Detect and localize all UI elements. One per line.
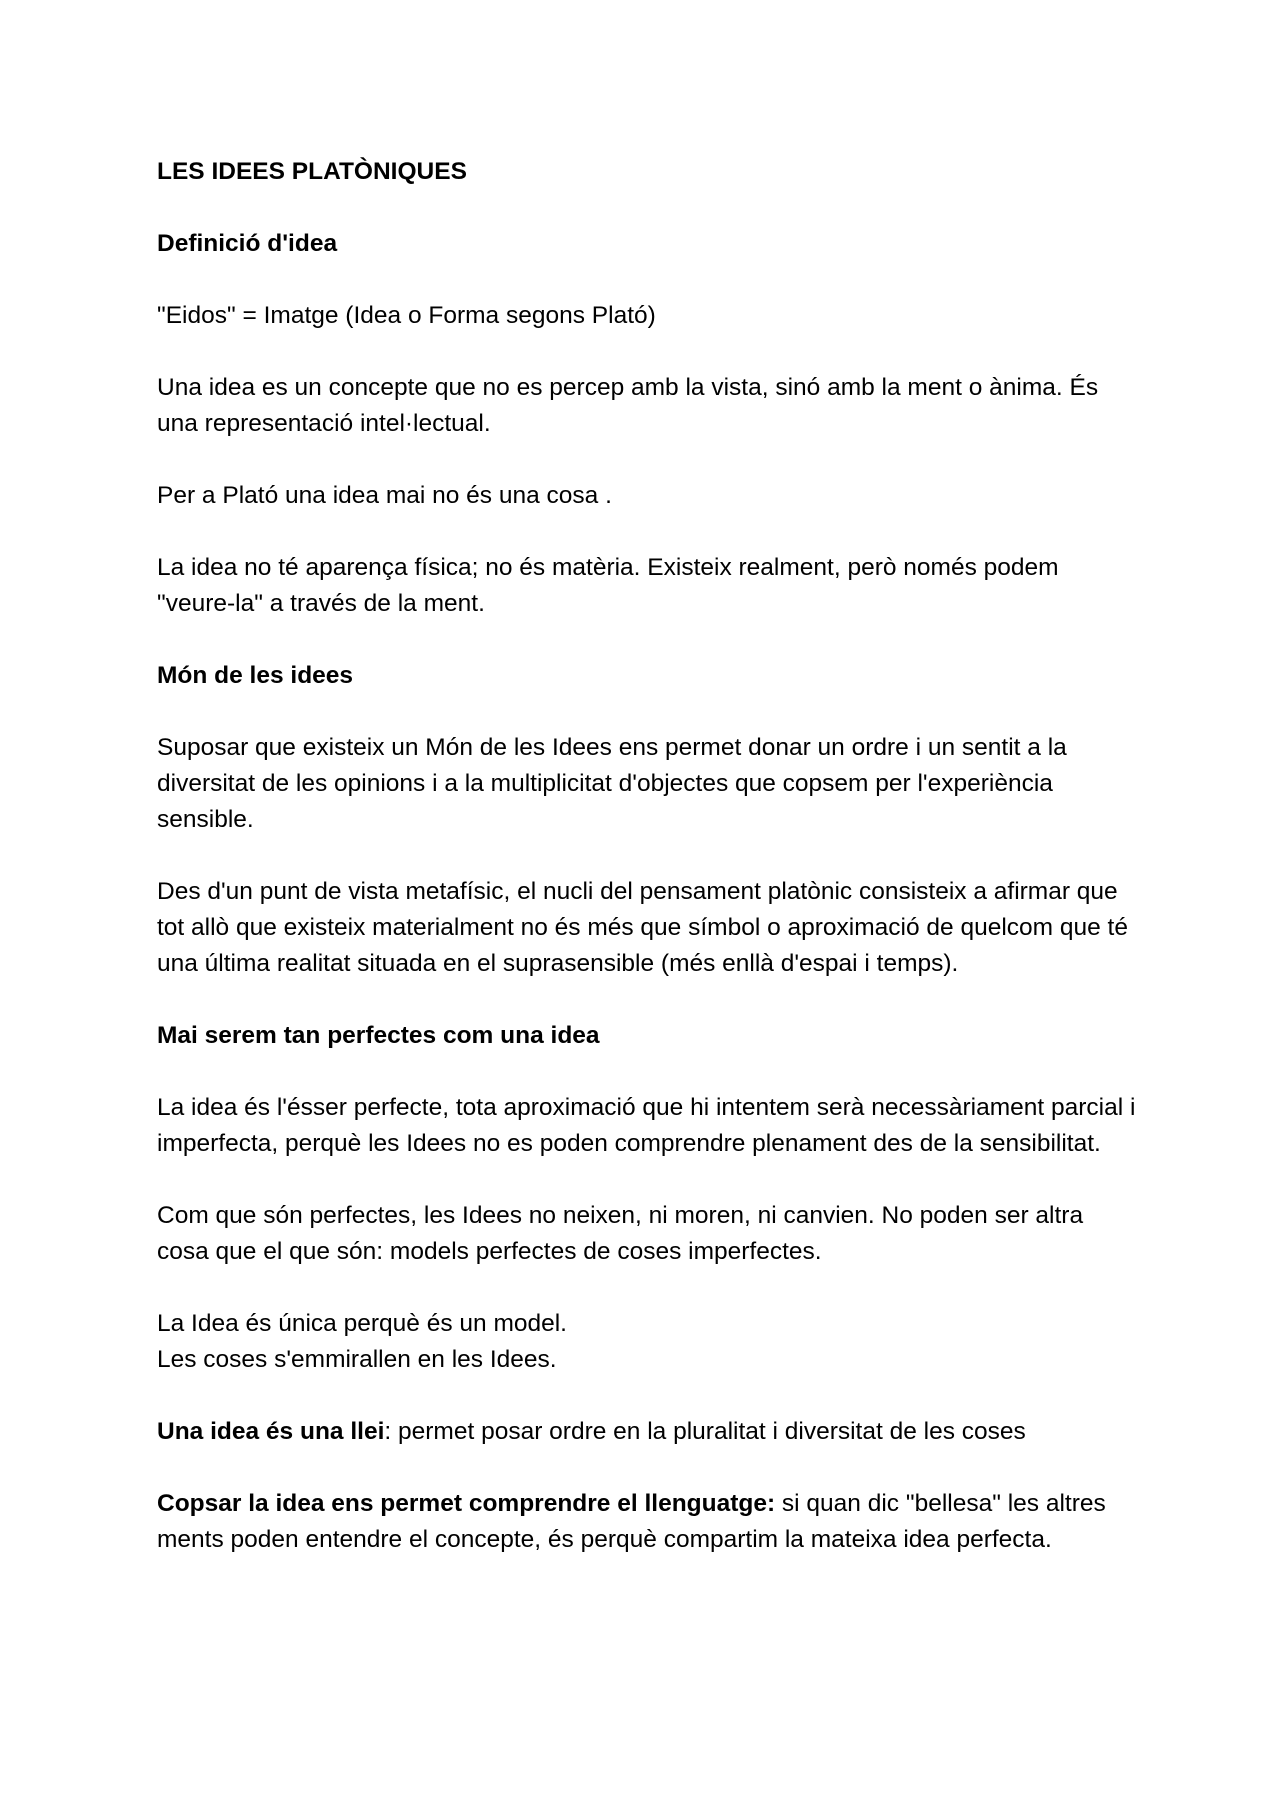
document-title: LES IDEES PLATÒNIQUES [157,158,467,185]
paragraph-suposar: Suposar que existeix un Món de les Idees ens permet donar un ordre i un sentit a la diversitat de les opinions i a la multiplicitat d'objectes que copsem per l'experiència sensible. [157,734,1067,833]
llenguatge-rest-text: si quan dic "bellesa" les altres ments poden entendre el concepte, és perquè compartim la mateixa idea perfecta. [157,1490,1106,1553]
line-unica: La Idea és única perquè és un model. [157,1310,567,1337]
section-heading-mon: Món de les idees [157,662,354,689]
llenguatge-bold-text: Copsar la idea ens permet comprendre el llenguatge: [157,1490,776,1517]
section-heading-perfectes: Mai serem tan perfectes com una idea [157,1022,600,1049]
paragraph-llenguatge [157,1486,1137,1558]
paragraph-esser-perfecte: La idea és l'ésser perfecte, tota aproximació que hi intentem serà necessàriament parcial i imperfecta, perquè les Idees no es poden comprendre plenament des de la sensibilitat. [157,1094,1136,1157]
paragraph-aparenca: La idea no té aparença física; no és matèria. Existeix realment, però només podem "veure-la" a través de la ment. [157,554,1059,617]
line-emmirallen: Les coses s'emmirallen en les Idees. [157,1346,557,1373]
llei-bold-text: Una idea és una llei [157,1418,385,1445]
paragraph-no-neixen: Com que són perfectes, les Idees no neixen, ni moren, ni canvien. No poden ser altra cosa que el que són: models perfectes de coses imperfectes. [157,1202,1084,1265]
section-heading-definicio: Definició d'idea [157,230,338,257]
paragraph-unica [157,1306,1137,1378]
paragraph-metafisic: Des d'un punt de vista metafísic, el nucli del pensament platònic consisteix a afirmar que tot allò que existeix materialment no és més que símbol o aproximació de quelcom que té una última realitat situada en el suprasensible (més enllà d'espai i temps). [157,878,1128,977]
paragraph-concepte: Una idea es un concepte que no es percep amb la vista, sinó amb la ment o ànima. És una representació intel·lectual. [157,374,1099,437]
llei-rest-text: : permet posar ordre en la pluralitat i diversitat de les coses [384,1418,1026,1445]
document-page [157,154,1137,1594]
paragraph-llei [157,1414,1137,1450]
paragraph-eidos: "Eidos" = Imatge (Idea o Forma segons Plató) [157,302,656,329]
paragraph-no-cosa: Per a Plató una idea mai no és una cosa . [157,482,612,509]
